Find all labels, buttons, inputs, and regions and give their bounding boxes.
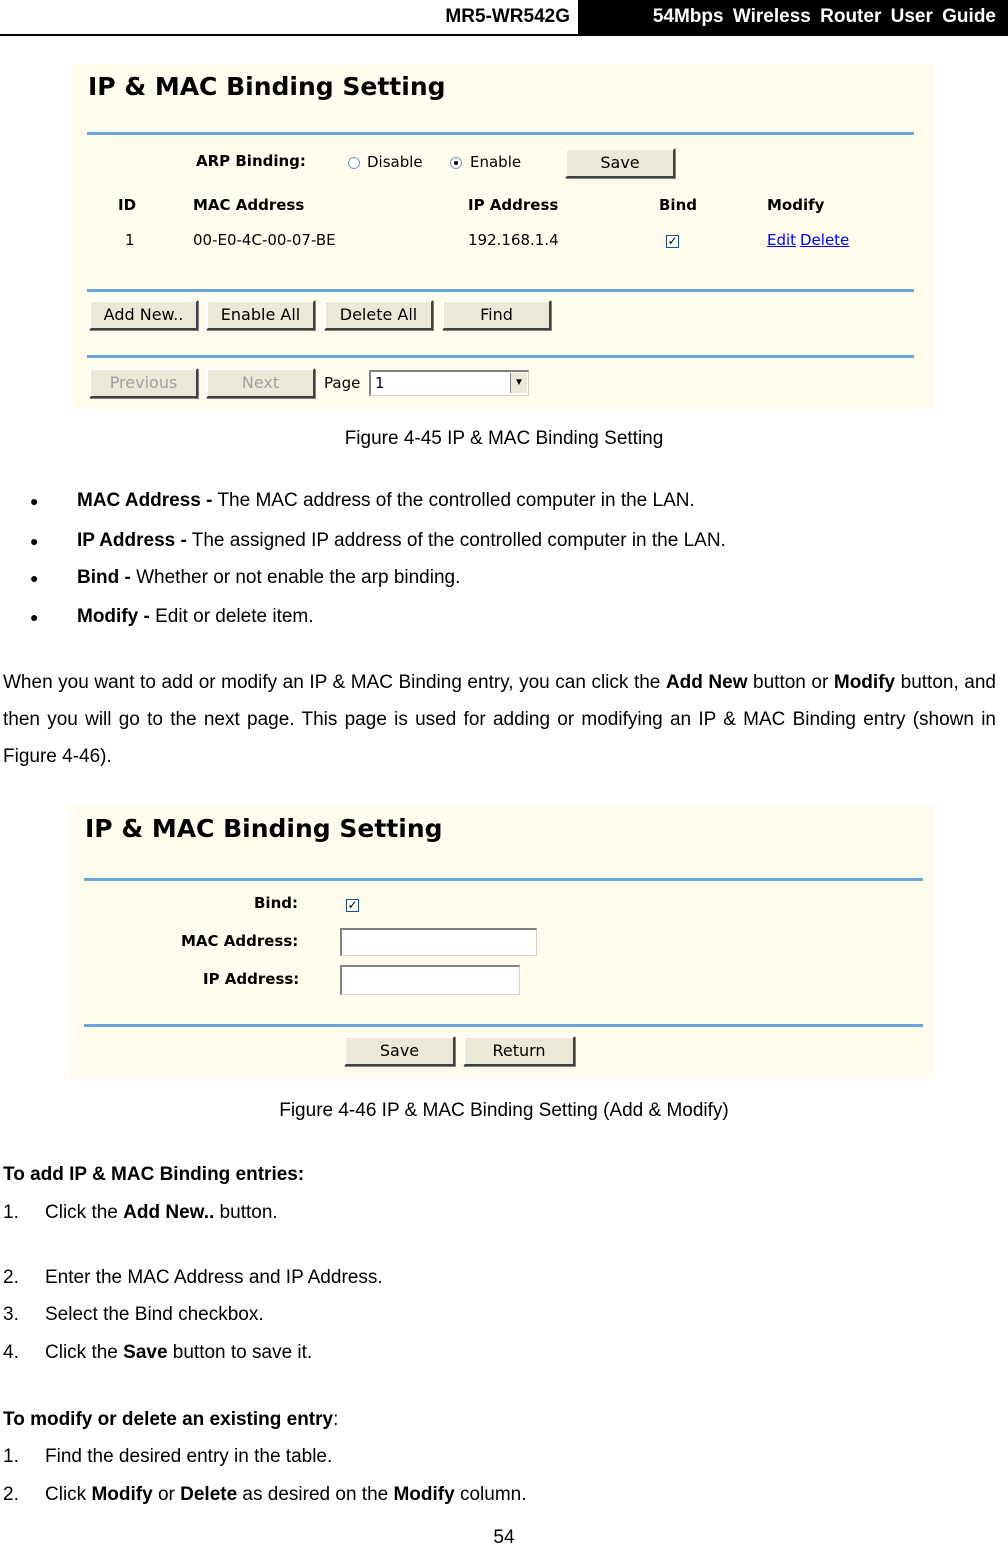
delete-all-button[interactable]: Delete All [324, 300, 433, 330]
page-label: Page [324, 374, 361, 392]
find-button[interactable]: Find [442, 300, 551, 330]
add-step-4: 4. Click the Save button to save it. [3, 1342, 313, 1363]
figure-45-caption: Figure 4-45 IP & MAC Binding Setting [344, 428, 664, 449]
ip-address-label: IP Address: [203, 970, 300, 988]
col-id: ID [118, 196, 137, 214]
row-ip: 192.168.1.4 [468, 231, 559, 249]
bind-label: Bind: [254, 894, 298, 912]
ip-address-field[interactable] [340, 965, 520, 995]
fig45-divider-mid [87, 289, 914, 292]
row-bind-checkbox[interactable]: ✓ [667, 234, 678, 248]
page-number: 54 [493, 1527, 515, 1548]
add-step-1: 1. Click the Add New.. button. [3, 1202, 278, 1223]
arp-disable-label: Disable [367, 153, 423, 171]
add-new-button[interactable]: Add New.. [89, 300, 198, 330]
save-button[interactable]: Save [344, 1036, 455, 1066]
fig45-divider-bottom [87, 355, 914, 358]
fig45-divider-top [87, 132, 914, 135]
previous-button[interactable]: Previous [89, 368, 198, 398]
arp-enable-label: Enable [470, 153, 522, 171]
row-edit-link[interactable]: Edit [767, 231, 797, 249]
modify-step-2: 2. Click Modify or Delete as desired on the Modify column. [3, 1484, 527, 1505]
page-select-value: 1 [375, 374, 385, 392]
row-mac: 00-E0-4C-00-07-BE [193, 231, 336, 249]
mac-address-label: MAC Address: [181, 932, 299, 950]
col-ip-address: IP Address [468, 196, 559, 214]
figure-45-screenshot [72, 64, 934, 409]
header-guide-title: 54Mbps Wireless Router User Guide [578, 0, 1008, 34]
intro-paragraph: When you want to add or modify an IP & MAC Binding entry, you can click the Add New button or Modify button, and then you will go to the next page. This page is used for adding or modifying an IP & MAC Binding entry (shown in Figure 4-46). [3, 672, 997, 767]
return-button[interactable]: Return [463, 1036, 575, 1066]
figure-46-screenshot [70, 806, 934, 1079]
bind-checkbox[interactable]: ✓ [347, 898, 358, 912]
modify-step-1: 1. Find the desired entry in the table. [3, 1446, 333, 1467]
arp-enable-radio[interactable] [450, 157, 462, 169]
header-rule [0, 34, 1008, 36]
add-step-3: 3. Select the Bind checkbox. [3, 1304, 264, 1325]
arp-save-button[interactable]: Save [565, 148, 675, 178]
enable-all-button[interactable]: Enable All [206, 300, 315, 330]
add-section-heading: To add IP & MAC Binding entries: [3, 1164, 305, 1185]
header-model: MR5-WR542G [445, 6, 570, 27]
fig46-title: IP & MAC Binding Setting [85, 814, 443, 843]
next-button[interactable]: Next [206, 368, 315, 398]
fig45-title: IP & MAC Binding Setting [88, 72, 446, 101]
figure-46-caption: Figure 4-46 IP & MAC Binding Setting (Add & Modify) [279, 1100, 729, 1121]
fig46-divider-top [84, 878, 923, 881]
col-modify: Modify [767, 196, 825, 214]
row-delete-link[interactable]: Delete [800, 231, 850, 249]
arp-disable-radio[interactable] [348, 157, 360, 169]
fig46-divider-bottom [84, 1024, 923, 1027]
modify-section-heading: To modify or delete an existing entry: [3, 1409, 339, 1430]
add-step-2: 2. Enter the MAC Address and IP Address. [3, 1267, 383, 1288]
chevron-down-icon[interactable]: ▼ [510, 373, 527, 393]
row-id: 1 [125, 231, 135, 249]
col-mac-address: MAC Address [193, 196, 305, 214]
mac-address-field[interactable] [340, 928, 537, 956]
col-bind: Bind [659, 196, 697, 214]
page-select[interactable] [369, 370, 529, 396]
arp-binding-label: ARP Binding: [196, 152, 306, 170]
